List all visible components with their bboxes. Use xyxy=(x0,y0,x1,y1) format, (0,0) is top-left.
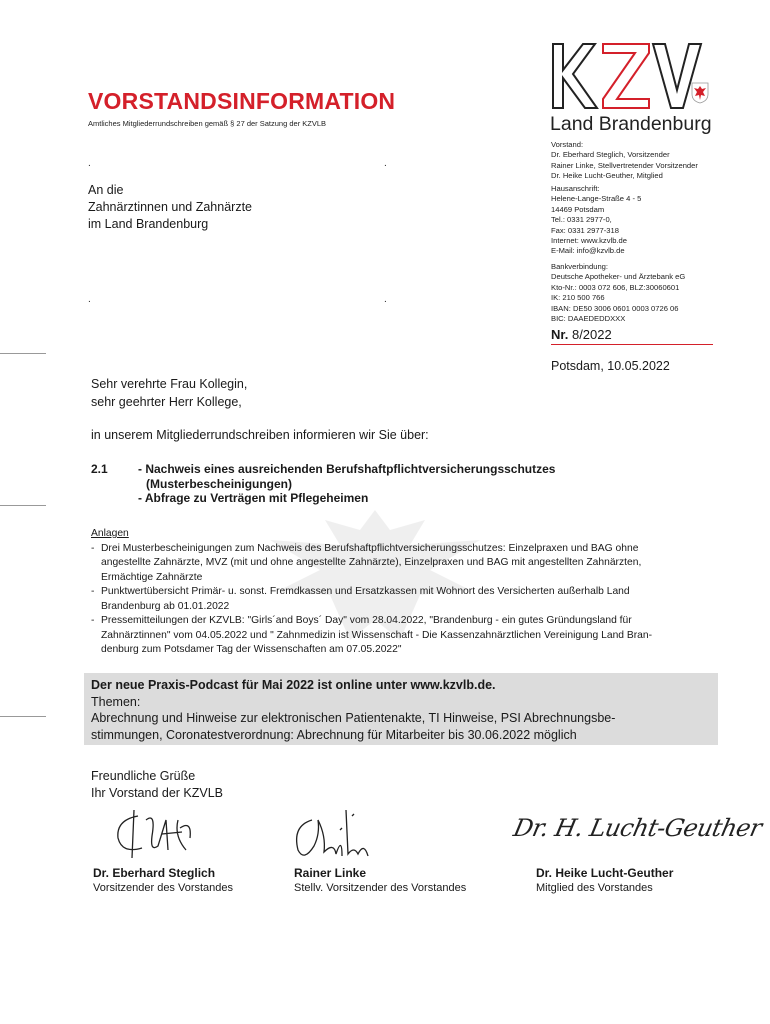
addressee-line: An die xyxy=(88,183,124,197)
fold-dot: . xyxy=(384,158,387,169)
annex-item xyxy=(91,585,721,614)
item-number: 2.1 xyxy=(91,462,108,476)
signatory-role: Vorsitzender des Vorstandes xyxy=(93,882,234,894)
closing-line: Freundliche Grüße xyxy=(91,769,196,783)
item-line: - Abfrage zu Verträgen mit Pflegeheimen xyxy=(138,491,369,505)
sidebar-vorstand xyxy=(551,140,698,182)
sidebar-line: Tel.: 0331 2977-0, xyxy=(551,215,612,225)
issue-number xyxy=(551,327,612,342)
closing-line: Ihr Vorstand der KZVLB xyxy=(91,786,224,800)
signatory-role: Mitglied des Vorstandes xyxy=(536,882,653,894)
email-link[interactable]: E-Mail: info@kzvlb.de xyxy=(551,246,625,256)
kzv-logo xyxy=(549,40,719,140)
sidebar-line: 14469 Potsdam xyxy=(551,204,605,214)
document-subtitle: Amtliches Mitgliederrundschreiben gemäß § 27 der Satzung der KZVLB xyxy=(88,119,327,128)
brandenburg-eagle-icon xyxy=(691,82,709,104)
sidebar-line: Helene-Lange-Straße 4 - 5 xyxy=(551,194,642,204)
closing xyxy=(91,768,223,802)
podcast-themes-line: stimmungen, Coronatestverordnung: Abrechnung für Mitarbeiter bis 30.06.2022 möglich xyxy=(91,727,577,742)
item-line: - Nachweis eines ausreichenden Berufshaftpflichtversicherungsschutzes xyxy=(138,462,556,476)
sidebar-line: Vorstand: xyxy=(551,140,584,149)
signature-steglich-icon xyxy=(108,806,208,864)
signatory-role: Stellv. Vorsitzender des Vorstandes xyxy=(294,882,467,894)
item-line: (Musterbescheinigungen) xyxy=(146,476,293,491)
fold-mark xyxy=(0,716,46,717)
sidebar-line: IK: 210 500 766 xyxy=(551,293,605,303)
greeting-line: sehr geehrter Herr Kollege, xyxy=(91,395,242,409)
greeting-line: Sehr verehrte Frau Kollegin, xyxy=(91,377,248,391)
document-date: Potsdam, 10.05.2022 xyxy=(551,359,670,373)
logo-region: Land Brandenburg xyxy=(550,113,712,135)
annex-section xyxy=(91,527,721,658)
item-text xyxy=(138,462,698,506)
greeting xyxy=(91,375,247,411)
podcast-themes-line: Abrechnung und Hinweise zur elektronischen Patientenakte, TI Hinweise, PSI Abrechnungsbe- xyxy=(91,711,616,725)
sidebar-line: IBAN: DE50 3006 0601 0003 0726 06 xyxy=(551,303,679,313)
fold-dot: . xyxy=(88,294,91,305)
annex-line: angestellte Zahnärzte, MVZ (mit und ohne angestellte Zahnärzte), Einzelpraxen und BAG mit angestellten Zahnärzten, xyxy=(101,557,642,568)
sidebar-address xyxy=(551,184,641,257)
issue-number-underline xyxy=(551,344,713,345)
sidebar-line: Deutsche Apotheker- und Ärztebank eG xyxy=(551,272,686,282)
annex-line: Zahnärztinnen" vom 04.05.2022 und " Zahnmedizin ist Wissenschaft - Die Kassenzahnärztlichen Vereinigung Land Bran- xyxy=(101,629,653,641)
website-link[interactable]: Internet: www.kzvlb.de xyxy=(551,236,627,246)
podcast-info-box xyxy=(84,673,718,745)
issue-number-label: Nr. xyxy=(551,327,569,342)
intro-text: in unserem Mitgliederrundschreiben informieren wir Sie über: xyxy=(91,428,429,442)
annex-item xyxy=(91,542,721,586)
sidebar-bank xyxy=(551,262,685,324)
annex-line: Ermächtige Zahnärzte xyxy=(101,571,203,583)
podcast-themes-label: Themen: xyxy=(91,694,141,709)
podcast-headline: Der neue Praxis-Podcast für Mai 2022 ist online unter www.kzvlb.de. xyxy=(91,678,496,692)
annex-line: - Punktwertübersicht Primär- u. sonst. Fremdkassen und Ersatzkassen mit Wohnort des Versicherten außerhalb Land xyxy=(101,586,630,597)
addressee-block xyxy=(88,182,252,233)
document-title: VORSTANDSINFORMATION xyxy=(88,88,396,114)
sidebar-line: Kto-Nr.: 0003 072 606, BLZ:30060601 xyxy=(551,282,680,292)
signatory-name: Dr. Heike Lucht-Geuther xyxy=(536,866,674,880)
sidebar-line: BIC: DAAEDEDDXXX xyxy=(551,314,626,324)
sidebar-line: Rainer Linke, Stellvertretender Vorsitzender xyxy=(551,160,698,170)
addressee-line: im Land Brandenburg xyxy=(88,217,209,231)
signature-lucht-geuther: Dr. H. Lucht-Geuther xyxy=(511,814,765,842)
annex-heading: Anlagen xyxy=(91,528,129,539)
addressee-line: Zahnärztinnen und Zahnärzte xyxy=(88,200,252,214)
annex-line: denburg zum Potsdamer Tag der Wissenschaften am 07.05.2022" xyxy=(101,644,402,655)
sidebar-line: Bankverbindung: xyxy=(551,262,608,271)
sidebar-line: Hausanschrift: xyxy=(551,184,600,193)
annex-line: - Pressemitteilungen der KZVLB: "Girls´and Boys´ Day" vom 28.04.2022, "Brandenburg - ein gutes Gründungsland für xyxy=(101,615,632,626)
annex-line: Brandenburg ab 01.01.2022 xyxy=(101,600,230,612)
annex-line: - Drei Musterbescheinigungen zum Nachweis des Berufshaftpflichtversicherungsschutzes: Einzelpraxen und BAG ohne xyxy=(101,542,639,554)
fold-dot: . xyxy=(384,294,387,305)
sidebar-line: Dr. Eberhard Steglich, Vorsitzender xyxy=(551,150,670,160)
issue-number-value: 8/2022 xyxy=(571,327,612,342)
fold-dot: . xyxy=(88,158,91,169)
signatory-name: Rainer Linke xyxy=(294,866,367,880)
sidebar-line: Dr. Heike Lucht-Geuther, Mitglied xyxy=(551,171,663,181)
fold-mark xyxy=(0,353,46,354)
annex-item xyxy=(91,614,721,658)
fold-mark xyxy=(0,505,46,506)
signature-linke-icon xyxy=(290,806,380,866)
sidebar-line: Fax: 0331 2977-318 xyxy=(551,225,619,235)
signatory-name: Dr. Eberhard Steglich xyxy=(93,866,216,880)
